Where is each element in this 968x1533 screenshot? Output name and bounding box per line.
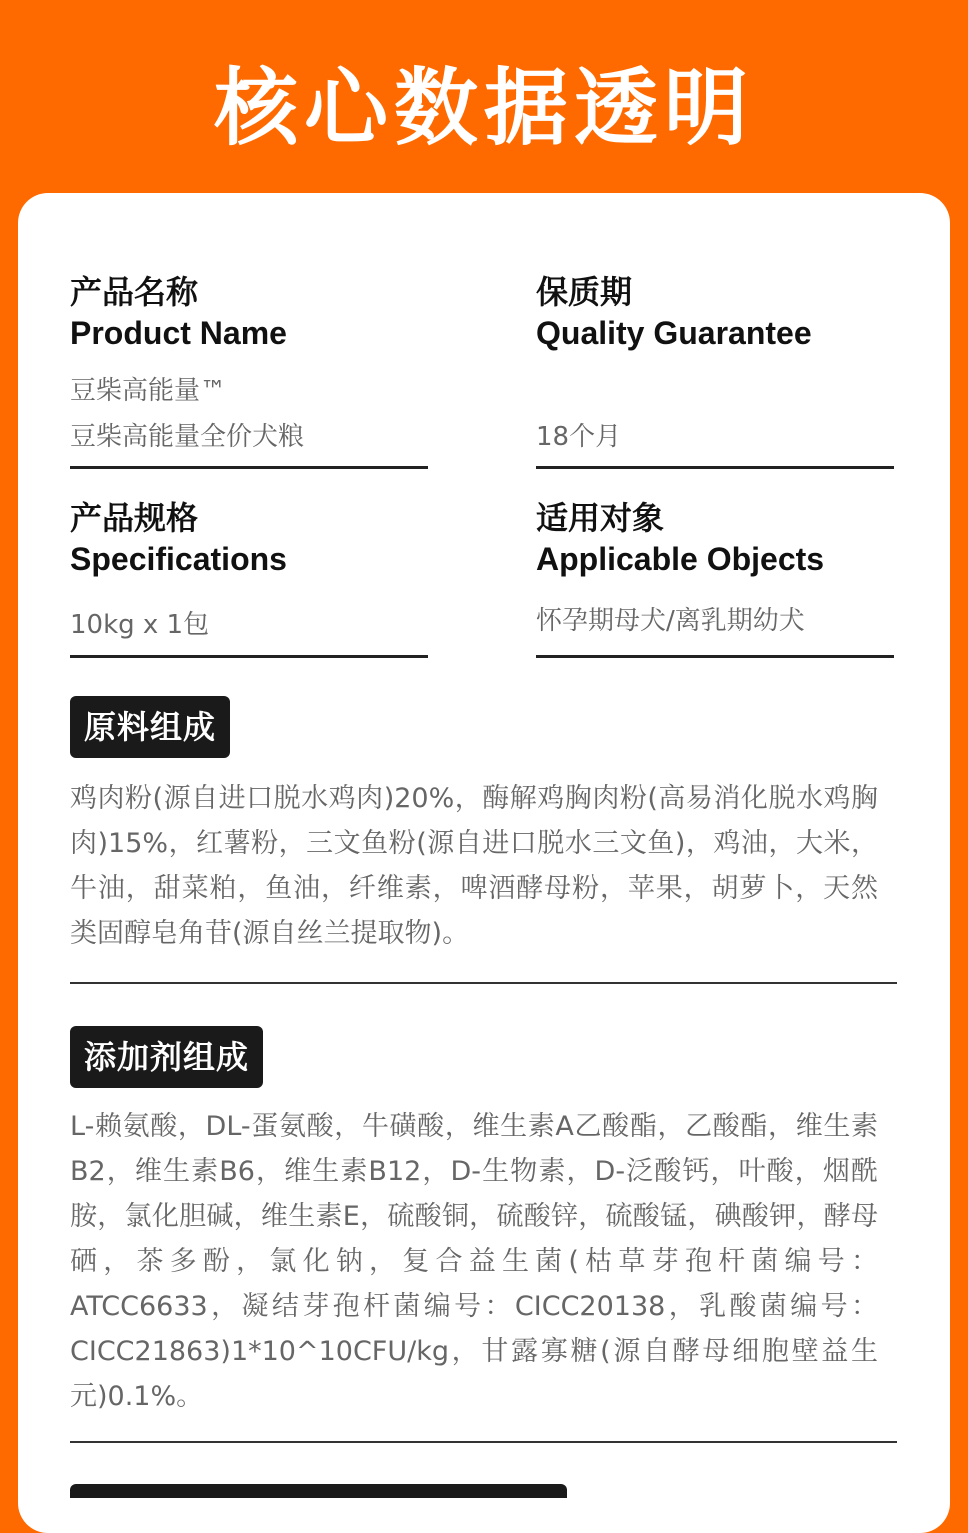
quality-guarantee-field [536, 272, 894, 460]
quality-guarantee-value: 18个月 [536, 422, 622, 452]
specifications-field [70, 498, 428, 648]
product-name-value-1: 豆柴高能量™ [70, 376, 227, 406]
ingredients-text: 鸡肉粉(源自进口脱水鸡肉)20%，酶解鸡胸肉粉(高易消化脱水鸡胸肉)15%，红薯粉，三文鱼粉(源自进口脱水三文鱼)，鸡油，大米，牛油，甜菜粕，鱼油，纤维素，啤酒酵母粉，苹果，胡萝卜，天然类固醇皂角苷(源自丝兰提取物)。 [70, 783, 878, 949]
applicable-objects-value: 怀孕期母犬/离乳期幼犬 [536, 606, 805, 636]
product-name-en: Product Name [70, 315, 287, 351]
page-title: 核心数据透明 [213, 59, 754, 157]
ingredients-label: 原料组成 [70, 696, 230, 758]
divider [70, 1441, 897, 1443]
divider [70, 982, 897, 984]
product-name-value-2: 豆柴高能量全价犬粮 [70, 422, 305, 452]
divider [70, 655, 428, 658]
additives-label: 添加剂组成 [70, 1026, 263, 1088]
applicable-objects-field [536, 498, 894, 644]
divider [536, 655, 894, 658]
product-name-field [70, 272, 428, 460]
divider [536, 466, 894, 469]
specifications-value: 10kg x 1包 [70, 610, 210, 640]
specifications-en: Specifications [70, 541, 287, 577]
quality-guarantee-cn: 保质期 [536, 273, 633, 311]
specifications-cn: 产品规格 [70, 499, 199, 537]
applicable-objects-en: Applicable Objects [536, 541, 825, 577]
product-name-cn: 产品名称 [70, 273, 199, 311]
divider [70, 466, 428, 469]
next-section-label [70, 1484, 567, 1498]
quality-guarantee-en: Quality Guarantee [536, 315, 812, 351]
additives-text: L-赖氨酸，DL-蛋氨酸，牛磺酸，维生素A乙酸酯，乙酸酯，维生素B2，维生素B6，维生素B12，D-生物素，D-泛酸钙，叶酸，烟酰胺，氯化胆碱，维生素E，硫酸铜，硫酸锌，硫酸锰，碘酸钾，酵母硒，茶多酚，氯化钠，复合益生菌(枯草芽孢杆菌编号：ATCC6633，凝结芽孢杆菌编号：CICC20138，乳酸菌编号：CICC21863)1*10^10CFU/kg，甘露寡糖(源自酵母细胞壁益生元)0.1%。 [70, 1111, 878, 1412]
applicable-objects-cn: 适用对象 [536, 499, 665, 537]
